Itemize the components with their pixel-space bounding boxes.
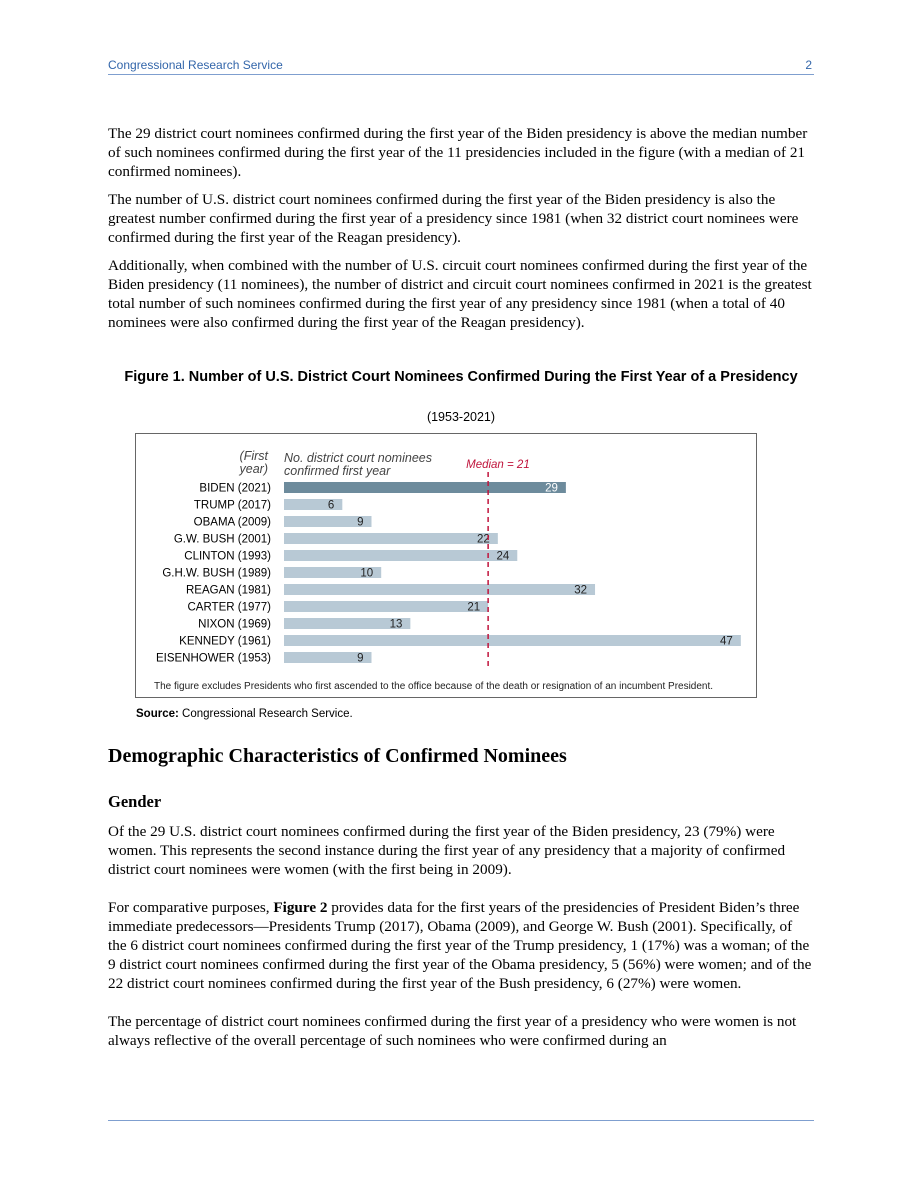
- figure-source: [136, 708, 353, 720]
- category-label: KENNEDY (1961): [179, 635, 271, 648]
- bar: [284, 482, 566, 493]
- bar-chart: [136, 434, 756, 697]
- source-text: Congressional Research Service.: [182, 708, 353, 720]
- paragraph-greatest: The number of U.S. district court nominees confirmed during the first year of the Biden presidency is also the greatest number confirmed during the first year of a presidency since 1981 (when 32 district court nominees were confirmed during the first year of the Reagan presidency).: [108, 191, 799, 246]
- value-label: 32: [574, 584, 588, 597]
- bar: [284, 533, 498, 544]
- source-label: Source:: [136, 708, 179, 720]
- page-number: 2: [805, 58, 812, 72]
- value-label: 24: [496, 550, 510, 563]
- category-label: REAGAN (1981): [185, 584, 271, 597]
- value-label: 9: [357, 516, 364, 529]
- paragraph-median: The 29 district court nominees confirmed during the first year of the Biden presidency is above the median number of such nominees confirmed during the first year of the 11 presidencies included in the figure (with a median of 21 confirmed nominees).: [108, 125, 808, 180]
- value-label: 9: [357, 652, 364, 665]
- figure-chart: [135, 433, 757, 698]
- figure-subtitle: (1953-2021): [426, 410, 496, 424]
- bar: [284, 635, 741, 646]
- footer-rule: [108, 1120, 814, 1121]
- bar: [284, 550, 517, 561]
- gender-2-after: provides data for the first years of the presidencies of President Biden’s three immediate predecessors—Presidents Trump (2017), Obama (2009), and George W. Bush (2001). Specifically, of the 6 district court nominees confirmed during the first year of the Trump presidency, 1 (17%) was a woman; of the 9 district court nominees confirmed during the first year of the Obama presidency, 5 (56%) were women; and of the 22 district court nominees confirmed during the first year of the Bush presidency, 6 (27%) were women.: [108, 899, 812, 992]
- gender-text: [108, 822, 814, 1050]
- section-heading: Demographic Characteristics of Confirmed Nominees: [108, 745, 567, 767]
- value-label: 6: [327, 499, 335, 512]
- paragraph-gender-3: The percentage of district court nominees confirmed during the first year of a presidency who were women is not always reflective of the overall percentage of such nominees who were confirmed during an: [108, 1013, 797, 1049]
- value-label: 29: [545, 482, 558, 495]
- category-label: G.H.W. BUSH (1989): [162, 567, 271, 580]
- category-label: BIDEN (2021): [199, 482, 271, 495]
- intro-text: [108, 124, 814, 332]
- median-label: Median = 21: [466, 459, 530, 471]
- header-org: Congressional Research Service: [108, 58, 283, 72]
- paragraph-gender-1: Of the 29 U.S. district court nominees confirmed during the first year of the Biden presidency, 23 (79%) were women. This represents the second instance during the first year of any presidency that a majority of confirmed district court nominees were women (with the first being in 2009).: [108, 823, 786, 878]
- gender-2-before: For comparative purposes,: [108, 899, 274, 916]
- bar: [284, 584, 595, 595]
- value-label: 13: [389, 618, 403, 631]
- category-label: CLINTON (1993): [184, 550, 271, 563]
- figure-2-reference: Figure 2: [273, 899, 328, 916]
- category-label: OBAMA (2009): [193, 516, 271, 529]
- col-header-year-2: year): [239, 462, 268, 476]
- value-label: 22: [477, 533, 490, 546]
- category-label: G.W. BUSH (2001): [173, 533, 271, 546]
- col-header-year-1: (First: [239, 449, 268, 463]
- paragraph-gender-2: [108, 898, 814, 993]
- value-label: 21: [467, 601, 481, 614]
- value-label: 47: [720, 635, 733, 648]
- page-header: [108, 58, 814, 75]
- category-label: NIXON (1969): [198, 618, 271, 631]
- paragraph-combined: Additionally, when combined with the number of U.S. circuit court nominees confirmed during the first year of the Biden presidency (11 nominees), the number of district and circuit court nominees confirmed in 2021 is the greatest total number of such nominees confirmed during the first year of any presidency since 1981 (when a total of 40 nominees were also confirmed during the first year of the Reagan presidency).: [108, 257, 812, 331]
- col-header-count-2: confirmed first year: [284, 464, 391, 478]
- category-label: TRUMP (2017): [193, 499, 271, 512]
- col-header-count-1: No. district court nominees: [284, 451, 432, 465]
- category-label: EISENHOWER (1953): [155, 652, 271, 665]
- bar: [284, 601, 488, 612]
- category-label: CARTER (1977): [187, 601, 271, 614]
- value-label: 10: [360, 567, 374, 580]
- figure-title: Figure 1. Number of U.S. District Court Nominees Confirmed During the First Year of a Presidency: [124, 369, 798, 385]
- subsection-heading: Gender: [108, 792, 162, 811]
- chart-note: The figure excludes Presidents who first ascended to the office because of the death or resignation of an incumbent President.: [154, 681, 714, 692]
